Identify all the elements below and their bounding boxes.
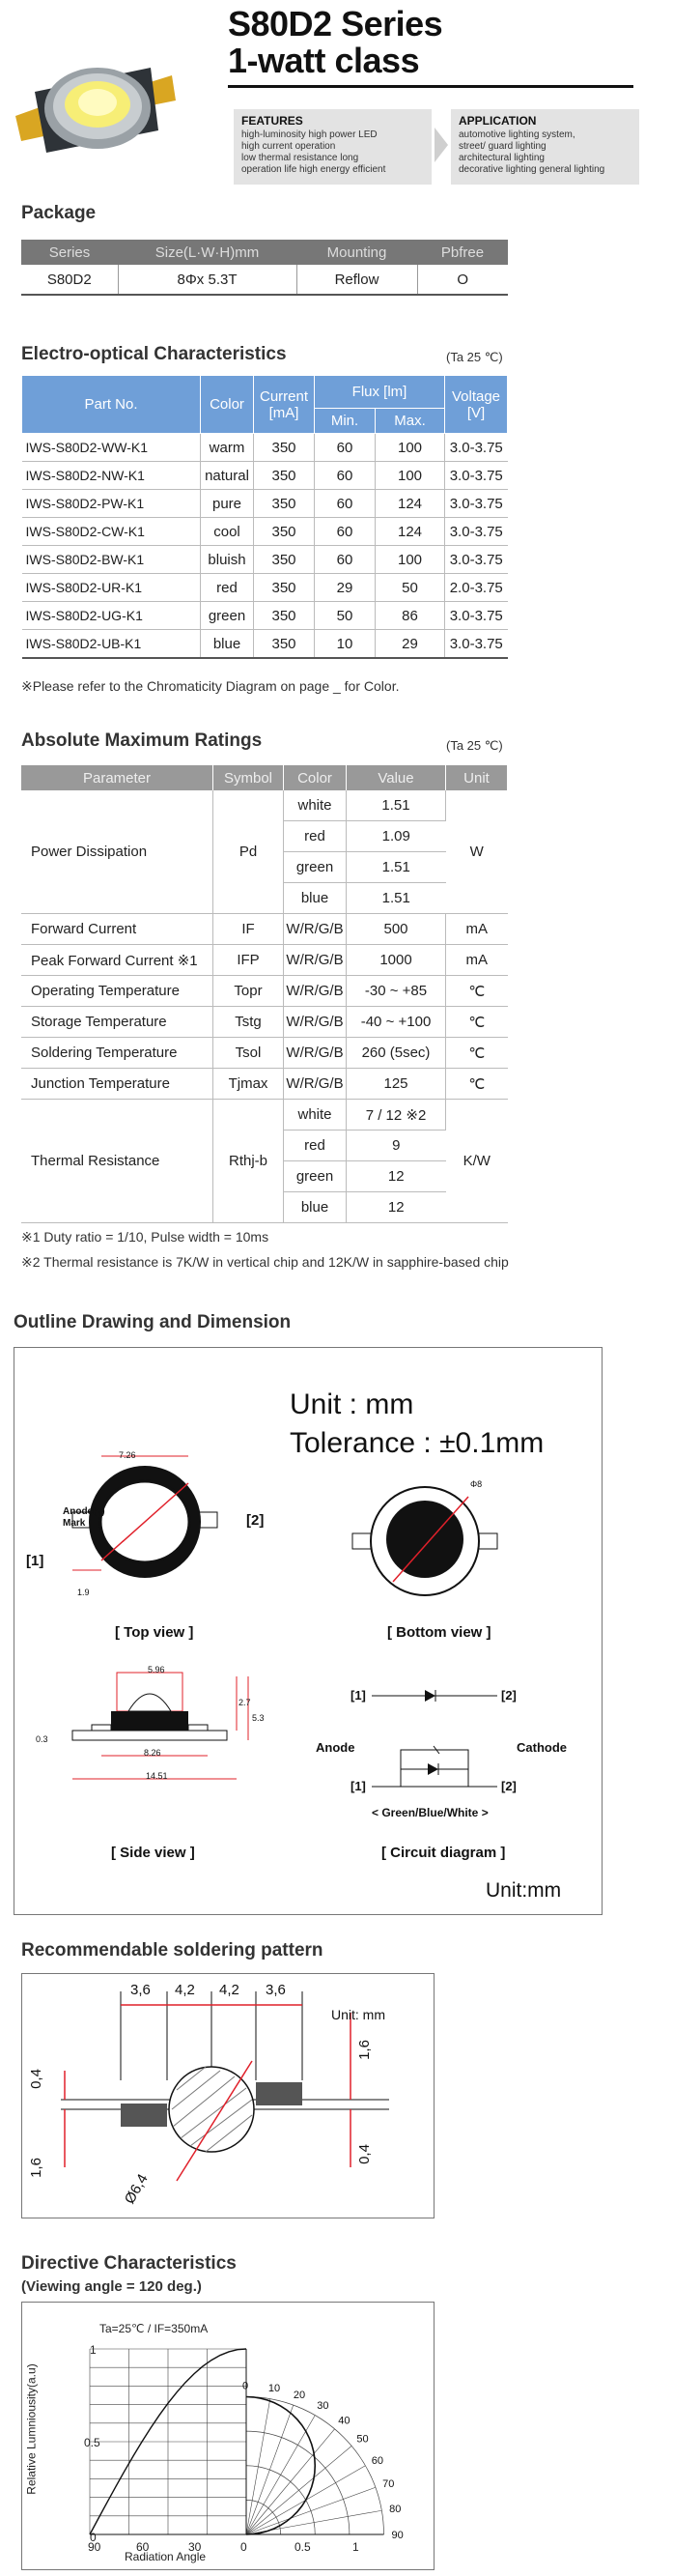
dim-label: Φ8 bbox=[470, 1479, 483, 1489]
features-line: high-luminosity high power LED bbox=[241, 129, 378, 140]
table-row bbox=[21, 1069, 508, 1100]
table-cell: 7 / 12 ※2 bbox=[347, 1100, 446, 1131]
table-cell: green bbox=[284, 852, 347, 883]
table-cell: IWS-S80D2-UR-K1 bbox=[22, 574, 201, 602]
header-cell: Color bbox=[201, 376, 254, 434]
header-cell: Part No. bbox=[22, 376, 201, 434]
table-cell: IWS-S80D2-UG-K1 bbox=[22, 602, 201, 630]
y-tick: 0 bbox=[90, 2531, 97, 2544]
dim-label: 5.96 bbox=[148, 1665, 165, 1674]
dim-label: 5.3 bbox=[252, 1713, 265, 1723]
header-cell: Max. bbox=[376, 409, 445, 434]
circuit-diagram bbox=[372, 1682, 497, 1798]
table-row bbox=[22, 546, 508, 574]
directive-title: Directive Characteristics bbox=[21, 2253, 237, 2274]
table-cell: Reflow bbox=[296, 265, 417, 295]
table-row bbox=[21, 1100, 508, 1131]
table-cell: Tstg bbox=[213, 1007, 284, 1038]
arrow-icon bbox=[435, 128, 448, 162]
header-cell: Color bbox=[284, 765, 347, 790]
table-cell: S80D2 bbox=[21, 265, 118, 295]
table-row bbox=[21, 1038, 508, 1069]
table-cell: 60 bbox=[315, 490, 376, 518]
directive-polar-chart bbox=[22, 2303, 434, 2569]
table-row bbox=[22, 630, 508, 659]
table-cell: 86 bbox=[376, 602, 445, 630]
table-cell: ℃ bbox=[446, 1069, 508, 1100]
table-cell: W/R/G/B bbox=[284, 914, 347, 945]
cathode-label: Cathode bbox=[517, 1740, 567, 1755]
table-cell: 12 bbox=[347, 1161, 446, 1192]
title-line-1: S80D2 Series bbox=[228, 4, 443, 43]
y-tick: 0.5 bbox=[84, 2436, 100, 2449]
table-cell: 100 bbox=[376, 546, 445, 574]
dim-label: 1,6 bbox=[27, 2158, 44, 2178]
directive-frame bbox=[21, 2302, 435, 2570]
header-cell: Size(L·W·H)mm bbox=[118, 240, 296, 265]
table-row bbox=[21, 976, 508, 1007]
table-cell: 10 bbox=[315, 630, 376, 659]
led-product-image bbox=[6, 39, 180, 174]
dim-label: 4,2 bbox=[175, 1982, 195, 1998]
table-cell: 3.0-3.75 bbox=[445, 462, 508, 490]
series-title bbox=[228, 6, 442, 79]
table-cell: 60 bbox=[315, 434, 376, 462]
header-cell: Unit bbox=[446, 765, 508, 790]
table-cell: ℃ bbox=[446, 1038, 508, 1069]
amr-title: Absolute Maximum Ratings bbox=[21, 730, 263, 751]
table-cell: Forward Current bbox=[21, 914, 213, 945]
header-cell: Parameter bbox=[21, 765, 213, 790]
features-line: operation life high energy efficient bbox=[241, 164, 386, 175]
table-cell: IFP bbox=[213, 945, 284, 976]
table-cell: 350 bbox=[254, 518, 315, 546]
features-heading: FEATURES bbox=[241, 114, 303, 128]
table-cell: 29 bbox=[376, 630, 445, 659]
table-cell: 60 bbox=[315, 546, 376, 574]
table-cell: 350 bbox=[254, 546, 315, 574]
table-cell: 350 bbox=[254, 490, 315, 518]
current-unit: [mA] bbox=[268, 404, 299, 421]
voltage-unit: [V] bbox=[466, 404, 486, 421]
header-cell: Value bbox=[347, 765, 446, 790]
table-cell: O bbox=[417, 265, 508, 295]
title-rule bbox=[228, 85, 633, 88]
angle-label: 60 bbox=[371, 2454, 384, 2467]
electro-table bbox=[21, 375, 508, 659]
table-cell: 2.0-3.75 bbox=[445, 574, 508, 602]
table-cell: red bbox=[284, 1131, 347, 1161]
title-line-2: 1-watt class bbox=[228, 41, 420, 80]
table-cell: W/R/G/B bbox=[284, 1007, 347, 1038]
table-cell: 12 bbox=[347, 1192, 446, 1223]
table-row bbox=[22, 462, 508, 490]
amr-note-1: ※1 Duty ratio = 1/10, Pulse width = 10ms bbox=[21, 1229, 269, 1245]
angle-label: 20 bbox=[293, 2389, 306, 2401]
table-cell: 3.0-3.75 bbox=[445, 602, 508, 630]
current-label: Current bbox=[259, 387, 309, 405]
table-cell: 125 bbox=[347, 1069, 446, 1100]
header-cell: Flux [lm] bbox=[315, 376, 445, 409]
table-cell: W/R/G/B bbox=[284, 945, 347, 976]
table-cell: IWS-S80D2-CW-K1 bbox=[22, 518, 201, 546]
dim-label: 0,4 bbox=[355, 2144, 373, 2164]
side-view-label: [ Side view ] bbox=[111, 1845, 195, 1861]
table-cell: pure bbox=[201, 490, 254, 518]
dim-label: 8.26 bbox=[144, 1748, 161, 1758]
circuit-pin-2: [2] bbox=[501, 1688, 517, 1703]
table-cell: natural bbox=[201, 462, 254, 490]
features-box bbox=[234, 109, 432, 185]
angle-label: 0 bbox=[242, 2380, 249, 2392]
table-cell: Thermal Resistance bbox=[21, 1100, 213, 1223]
dim-label: 1.9 bbox=[77, 1588, 90, 1597]
angle-label: 50 bbox=[356, 2433, 369, 2446]
table-cell: 1000 bbox=[347, 945, 446, 976]
table-cell: 8Φx 5.3T bbox=[118, 265, 296, 295]
dim-label: 3,6 bbox=[266, 1982, 286, 1998]
angle-label: 80 bbox=[389, 2504, 402, 2516]
table-row bbox=[21, 945, 508, 976]
x-tick: 60 bbox=[136, 2540, 150, 2554]
x-tick: 0.5 bbox=[294, 2540, 311, 2554]
outline-frame bbox=[14, 1347, 603, 1915]
table-cell: 100 bbox=[376, 434, 445, 462]
table-row bbox=[22, 490, 508, 518]
table-cell: Operating Temperature bbox=[21, 976, 213, 1007]
table-cell: W/R/G/B bbox=[284, 976, 347, 1007]
table-row bbox=[22, 602, 508, 630]
table-cell: Power Dissipation bbox=[21, 790, 213, 914]
tolerance-label: Tolerance : ±0.1mm bbox=[290, 1427, 545, 1459]
table-row bbox=[22, 434, 508, 462]
table-cell: blue bbox=[201, 630, 254, 659]
angle-label: 40 bbox=[338, 2415, 351, 2427]
table-cell: Soldering Temperature bbox=[21, 1038, 213, 1069]
unit-label: Unit : mm bbox=[290, 1388, 414, 1420]
table-cell: white bbox=[284, 790, 347, 821]
header-cell bbox=[445, 376, 508, 434]
angle-label: 30 bbox=[317, 2400, 329, 2413]
dim-label: 4,2 bbox=[219, 1982, 239, 1998]
header-cell bbox=[254, 376, 315, 434]
table-cell: Topr bbox=[213, 976, 284, 1007]
angle-label: 90 bbox=[391, 2530, 404, 2541]
anode-label: Anode bbox=[316, 1740, 355, 1755]
table-cell: ℃ bbox=[446, 1007, 508, 1038]
table-cell: Tjmax bbox=[213, 1069, 284, 1100]
table-cell: white bbox=[284, 1100, 347, 1131]
application-line: decorative lighting general lighting bbox=[459, 164, 605, 175]
header-cell: Symbol bbox=[213, 765, 284, 790]
table-cell: Junction Temperature bbox=[21, 1069, 213, 1100]
x-tick: 0 bbox=[240, 2540, 247, 2554]
dim-label: 7.26 bbox=[119, 1450, 136, 1460]
circuit-label: [ Circuit diagram ] bbox=[381, 1845, 506, 1861]
header-cell: Mounting bbox=[296, 240, 417, 265]
table-cell: 350 bbox=[254, 462, 315, 490]
table-cell: 350 bbox=[254, 630, 315, 659]
table-cell: Peak Forward Current ※1 bbox=[21, 945, 213, 976]
table-row bbox=[21, 914, 508, 945]
circuit-pin-1b: [1] bbox=[351, 1779, 366, 1793]
application-box bbox=[451, 109, 639, 185]
table-cell: 9 bbox=[347, 1131, 446, 1161]
condition-label: Ta=25℃ / IF=350mA bbox=[99, 2322, 209, 2335]
table-cell: green bbox=[201, 602, 254, 630]
table-cell: mA bbox=[446, 945, 508, 976]
table-cell: Rthj-b bbox=[213, 1100, 284, 1223]
polar-curve bbox=[246, 2397, 315, 2535]
table-cell: 1.51 bbox=[347, 883, 446, 914]
y-tick: 1 bbox=[90, 2343, 97, 2357]
table-cell: 350 bbox=[254, 574, 315, 602]
amr-ta: (Ta 25 ℃) bbox=[446, 738, 503, 753]
table-cell: green bbox=[284, 1161, 347, 1192]
outline-title: Outline Drawing and Dimension bbox=[14, 1312, 292, 1332]
y-axis-label: Relative Lumniousity(a.u) bbox=[24, 2363, 39, 2495]
table-cell: 350 bbox=[254, 602, 315, 630]
angle-label: 10 bbox=[267, 2382, 281, 2394]
table-cell: 50 bbox=[315, 602, 376, 630]
table-cell: W bbox=[446, 790, 508, 914]
table-row bbox=[21, 790, 508, 821]
table-cell: Pd bbox=[213, 790, 284, 914]
package-table bbox=[21, 240, 508, 296]
table-cell: 3.0-3.75 bbox=[445, 630, 508, 659]
header-cell: Min. bbox=[315, 409, 376, 434]
table-cell: blue bbox=[284, 883, 347, 914]
table-cell: 60 bbox=[315, 518, 376, 546]
table-cell: 3.0-3.75 bbox=[445, 434, 508, 462]
circuit-pin-1: [1] bbox=[351, 1688, 366, 1703]
solder-frame bbox=[21, 1973, 435, 2218]
x-tick: 30 bbox=[188, 2540, 202, 2554]
table-cell: IWS-S80D2-WW-K1 bbox=[22, 434, 201, 462]
bottom-view-label: [ Bottom view ] bbox=[387, 1624, 491, 1641]
table-row bbox=[22, 518, 508, 546]
table-cell: warm bbox=[201, 434, 254, 462]
features-line: low thermal resistance long bbox=[241, 153, 359, 163]
dim-label: 2.7 bbox=[238, 1698, 251, 1707]
header-cell: Series bbox=[21, 240, 118, 265]
table-row bbox=[21, 1007, 508, 1038]
table-cell: 500 bbox=[347, 914, 446, 945]
table-cell: red bbox=[201, 574, 254, 602]
features-line: high current operation bbox=[241, 141, 336, 152]
table-cell: 350 bbox=[254, 434, 315, 462]
table-cell: 100 bbox=[376, 462, 445, 490]
electro-title: Electro-optical Characteristics bbox=[21, 344, 287, 364]
package-title: Package bbox=[21, 203, 97, 223]
table-cell: IWS-S80D2-NW-K1 bbox=[22, 462, 201, 490]
pin-2-label: [2] bbox=[246, 1512, 265, 1529]
table-cell: bluish bbox=[201, 546, 254, 574]
application-heading: APPLICATION bbox=[459, 114, 537, 128]
table-cell: 50 bbox=[376, 574, 445, 602]
top-view-label: [ Top view ] bbox=[115, 1624, 194, 1641]
application-line: automotive lighting system, bbox=[459, 129, 575, 140]
table-cell: Tsol bbox=[213, 1038, 284, 1069]
unit-mm-label: Unit:mm bbox=[486, 1879, 562, 1902]
table-cell: blue bbox=[284, 1192, 347, 1223]
side-view-drawing bbox=[63, 1667, 256, 1812]
table-cell: 3.0-3.75 bbox=[445, 490, 508, 518]
table-cell: red bbox=[284, 821, 347, 852]
table-row bbox=[22, 574, 508, 602]
dim-label: 3,6 bbox=[130, 1982, 151, 1998]
electro-note: ※Please refer to the Chromaticity Diagram on page _ for Color. bbox=[21, 678, 400, 694]
solder-unit: Unit: mm bbox=[331, 2007, 385, 2022]
electro-ta: (Ta 25 ℃) bbox=[446, 350, 503, 364]
diameter-label: Ø6,4 bbox=[121, 2171, 152, 2207]
table-cell: Storage Temperature bbox=[21, 1007, 213, 1038]
table-cell: 1.09 bbox=[347, 821, 446, 852]
amr-note-2: ※2 Thermal resistance is 7K/W in vertical chip and 12K/W in sapphire-based chip bbox=[21, 1254, 509, 1270]
table-cell: IF bbox=[213, 914, 284, 945]
table-cell: cool bbox=[201, 518, 254, 546]
directive-subtitle: (Viewing angle = 120 deg.) bbox=[21, 2278, 202, 2295]
angle-label: 70 bbox=[382, 2478, 395, 2491]
table-cell: 3.0-3.75 bbox=[445, 546, 508, 574]
table-row bbox=[21, 265, 508, 295]
dim-label: 1,6 bbox=[355, 2040, 373, 2060]
table-cell: 29 bbox=[315, 574, 376, 602]
x-tick: 1 bbox=[352, 2540, 359, 2554]
table-cell: 1.51 bbox=[347, 852, 446, 883]
dim-label: 14.51 bbox=[146, 1771, 168, 1781]
table-cell: -30 ~ +85 bbox=[347, 976, 446, 1007]
table-cell: 1.51 bbox=[347, 790, 446, 821]
x-axis-label: Radiation Angle bbox=[125, 2550, 207, 2563]
header-cell: Pbfree bbox=[417, 240, 508, 265]
table-cell: 124 bbox=[376, 518, 445, 546]
table-cell: IWS-S80D2-UB-K1 bbox=[22, 630, 201, 659]
table-cell: K/W bbox=[446, 1100, 508, 1223]
application-line: architectural lighting bbox=[459, 153, 545, 163]
table-cell: IWS-S80D2-PW-K1 bbox=[22, 490, 201, 518]
table-cell: W/R/G/B bbox=[284, 1038, 347, 1069]
table-cell: W/R/G/B bbox=[284, 1069, 347, 1100]
table-cell: ℃ bbox=[446, 976, 508, 1007]
dim-label: 0,4 bbox=[27, 2069, 44, 2089]
table-cell: mA bbox=[446, 914, 508, 945]
pin-1-label: [1] bbox=[26, 1553, 44, 1569]
circuit-subtitle: < Green/Blue/White > bbox=[372, 1806, 489, 1819]
amr-table bbox=[21, 765, 508, 1223]
x-tick: 90 bbox=[88, 2540, 101, 2554]
table-cell: IWS-S80D2-BW-K1 bbox=[22, 546, 201, 574]
table-cell: -40 ~ +100 bbox=[347, 1007, 446, 1038]
table-cell: 124 bbox=[376, 490, 445, 518]
anode-mark-label: Anode(+) Mark bbox=[63, 1506, 105, 1529]
table-cell: 260 (5sec) bbox=[347, 1038, 446, 1069]
application-line: street/ guard lighting bbox=[459, 141, 547, 152]
table-cell: 60 bbox=[315, 462, 376, 490]
circuit-pin-2b: [2] bbox=[501, 1779, 517, 1793]
voltage-label: Voltage bbox=[451, 387, 501, 405]
bottom-view-drawing bbox=[349, 1483, 503, 1609]
table-cell: 3.0-3.75 bbox=[445, 518, 508, 546]
dim-label: 0.3 bbox=[36, 1734, 48, 1744]
solder-title: Recommendable soldering pattern bbox=[21, 1940, 323, 1961]
